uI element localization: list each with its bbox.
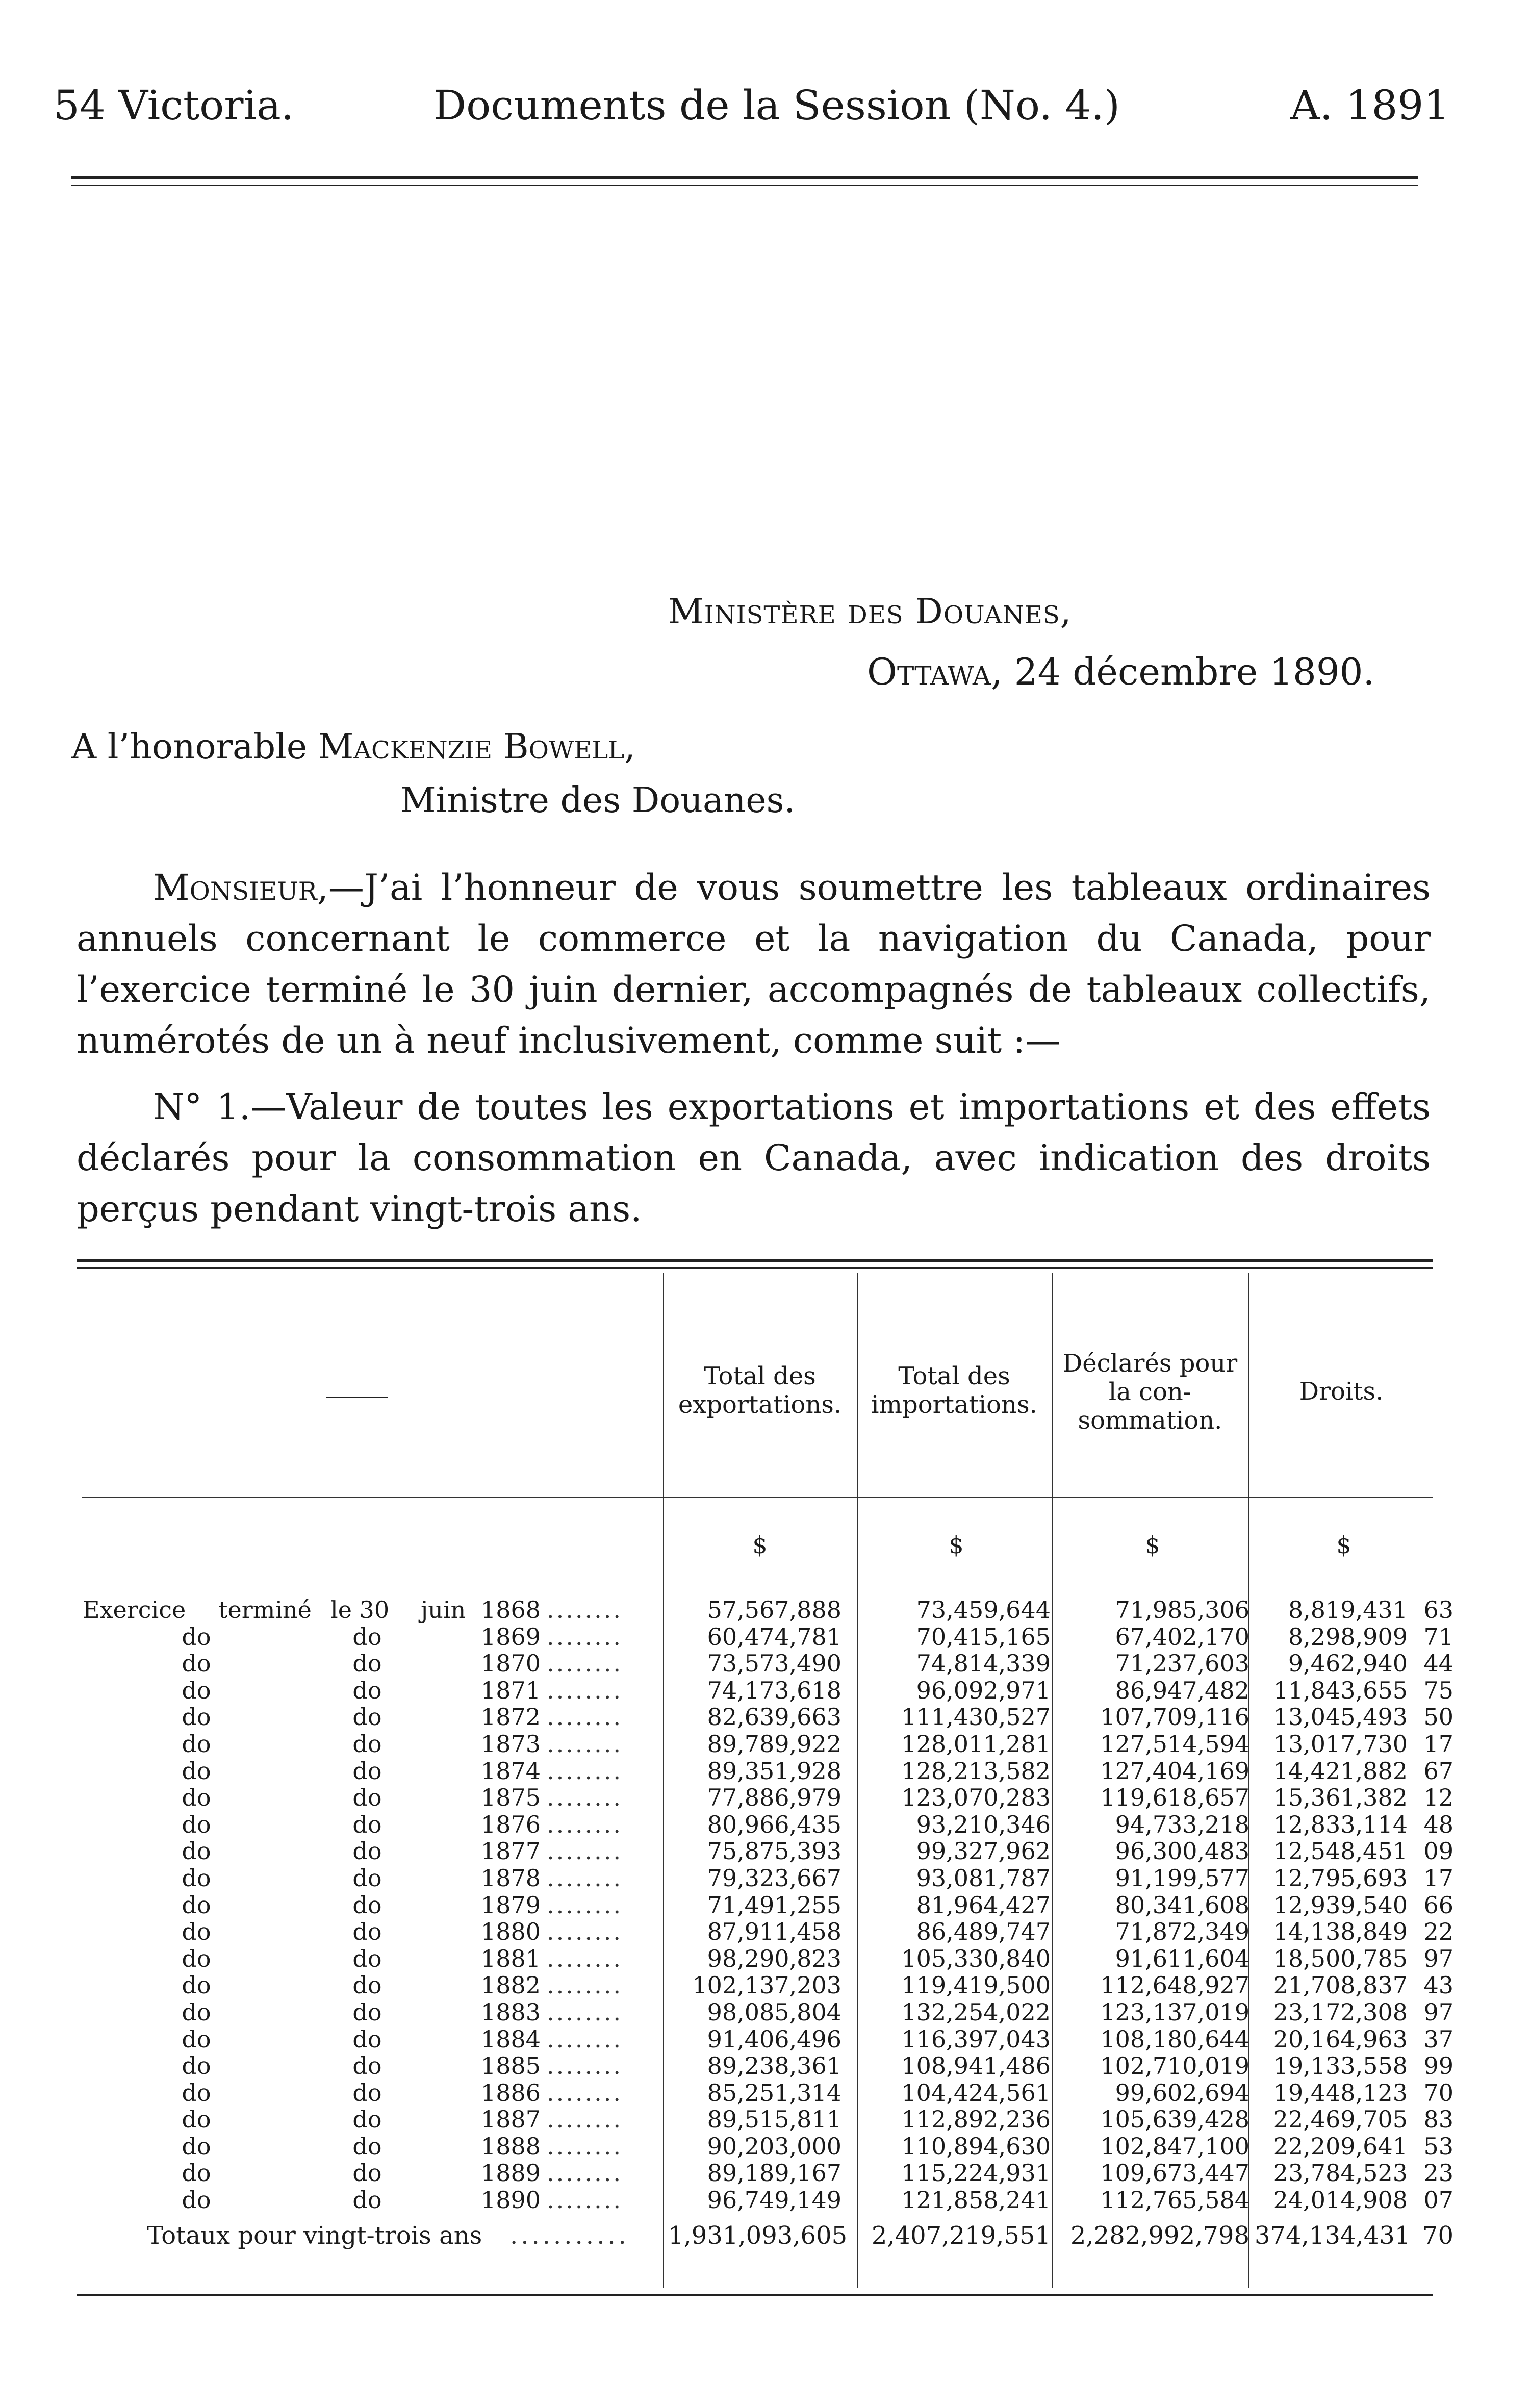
year-cell: 1881 — [480, 1944, 541, 1972]
imports-cell: 74,814,339 — [916, 1650, 1051, 1678]
ditto-mark: do — [352, 1971, 382, 1999]
declared-cell: 108,180,644 — [1100, 2025, 1250, 2053]
ditto-mark: do — [352, 1676, 382, 1704]
duties-cents-cell: 17 — [1423, 1730, 1454, 1758]
ditto-mark: do — [182, 1837, 211, 1865]
year-cell: 1885 — [480, 2052, 541, 2080]
imports-cell: 116,397,043 — [901, 2025, 1051, 2053]
duties-cell: 23,172,308 — [1273, 1998, 1408, 2026]
ditto-mark: do — [182, 1918, 211, 1946]
ditto-mark: do — [352, 2106, 382, 2134]
ditto-mark: do — [352, 1864, 382, 1892]
letter-paragraph-2: N° 1.—Valeur de toutes les exportations et importations et des effets déclarés pour la consommation en Canada, avec indication des droits perçus pendant vingt-trois ans. — [76, 1086, 1431, 1230]
table-row — [0, 1865, 1530, 1892]
year-cell: 1874 — [480, 1757, 541, 1785]
imports-cell: 93,081,787 — [916, 1864, 1051, 1892]
duties-cents-cell: 17 — [1423, 1864, 1454, 1892]
duties-cell: 13,045,493 — [1273, 1703, 1408, 1731]
ditto-mark: do — [352, 1918, 382, 1946]
table-row — [0, 2026, 1530, 2053]
addressee-prefix: A l’honorable — [71, 727, 318, 767]
year-cell: 1890 — [480, 2186, 541, 2214]
table-row — [0, 1784, 1530, 1811]
header-duties: Droits. — [1299, 1377, 1384, 1406]
leader-dots: ........ — [547, 1810, 623, 1838]
leader-dots: ........ — [547, 1757, 623, 1785]
imports-cell: 128,213,582 — [901, 1757, 1051, 1785]
duties-cents-cell: 44 — [1423, 1650, 1454, 1678]
leader-dots: ........ — [547, 1623, 623, 1651]
currency-imports: $ — [949, 1531, 964, 1559]
exports-cell: 89,789,922 — [707, 1730, 842, 1758]
ditto-mark: do — [352, 1891, 382, 1919]
leader-dots: ........ — [547, 1784, 623, 1812]
table-body — [0, 1596, 1530, 2214]
ditto-mark: do — [182, 1650, 211, 1678]
table-row — [0, 1677, 1530, 1704]
year-cell: 1883 — [480, 1998, 541, 2026]
leader-dots: ........ — [547, 1703, 623, 1731]
exports-cell: 71,491,255 — [707, 1891, 842, 1919]
imports-cell: 93,210,346 — [916, 1810, 1051, 1838]
table-row — [0, 1704, 1530, 1731]
table-row — [0, 1972, 1530, 1999]
duties-cents-cell: 97 — [1423, 1944, 1454, 1972]
addressee-name: Mackenzie Bowell, — [318, 727, 635, 767]
header-rule-thick — [71, 176, 1418, 179]
year-cell: 1870 — [480, 1650, 541, 1678]
declared-cell: 86,947,482 — [1115, 1676, 1250, 1704]
place: Ottawa, — [867, 650, 1003, 693]
declared-cell: 91,199,577 — [1115, 1864, 1250, 1892]
duties-cents-cell: 83 — [1423, 2106, 1454, 2134]
ditto-mark: do — [182, 1971, 211, 1999]
imports-cell: 128,011,281 — [901, 1730, 1051, 1758]
duties-cents-cell: 22 — [1423, 1918, 1454, 1946]
row-label-termine: terminé — [218, 1596, 312, 1624]
duties-cell: 9,462,940 — [1288, 1650, 1408, 1678]
currency-duties: $ — [1336, 1531, 1352, 1559]
ditto-mark: do — [352, 1703, 382, 1731]
table-row — [0, 2187, 1530, 2214]
header-session-year: 54 Victoria. — [54, 82, 294, 129]
year-cell: 1873 — [480, 1730, 541, 1758]
ministry-name: Ministère des Douanes, — [668, 592, 1072, 632]
ditto-mark: do — [182, 2106, 211, 2134]
exports-cell: 82,639,663 — [707, 1703, 842, 1731]
imports-cell: 73,459,644 — [916, 1596, 1051, 1624]
header-rule-thin — [71, 185, 1418, 186]
ditto-mark: do — [182, 1623, 211, 1651]
exports-cell: 91,406,496 — [707, 2025, 842, 2053]
exports-cell: 98,290,823 — [707, 1944, 842, 1972]
header-declared: Déclarés pour la con- sommation. — [1062, 1349, 1238, 1435]
exports-cell: 79,323,667 — [707, 1864, 842, 1892]
year-cell: 1877 — [480, 1837, 541, 1865]
imports-cell: 96,092,971 — [916, 1676, 1051, 1704]
duties-cell: 22,469,705 — [1273, 2106, 1408, 2134]
duties-cell: 18,500,785 — [1273, 1944, 1408, 1972]
ditto-mark: do — [182, 1944, 211, 1972]
leader-dots: ........ — [547, 1944, 623, 1972]
imports-cell: 121,858,241 — [901, 2186, 1051, 2214]
ditto-mark: do — [352, 1944, 382, 1972]
leader-dots: ........ — [547, 1676, 623, 1704]
exports-cell: 75,875,393 — [707, 1837, 842, 1865]
leader-dots: ........ — [547, 2132, 623, 2160]
declared-cell: 99,602,694 — [1115, 2079, 1250, 2107]
declared-cell: 71,237,603 — [1115, 1650, 1250, 1678]
declared-cell: 94,733,218 — [1115, 1810, 1250, 1838]
imports-cell: 70,415,165 — [916, 1623, 1051, 1651]
duties-cents-cell: 43 — [1423, 1971, 1454, 1999]
ditto-mark: do — [352, 2132, 382, 2160]
declared-cell: 112,648,927 — [1100, 1971, 1250, 1999]
table-row — [0, 1650, 1530, 1677]
duties-cell: 11,843,655 — [1273, 1676, 1408, 1704]
declared-cell: 80,341,608 — [1115, 1891, 1250, 1919]
ditto-mark: do — [182, 1998, 211, 2026]
imports-cell: 112,892,236 — [901, 2106, 1051, 2134]
place-date — [867, 650, 1374, 693]
duties-cell: 20,164,963 — [1273, 2025, 1408, 2053]
totals-leader-dots: ........... — [510, 2221, 629, 2250]
total-imports: 2,407,219,551 — [871, 2221, 1051, 2250]
duties-cell: 12,939,540 — [1273, 1891, 1408, 1919]
declared-cell: 67,402,170 — [1115, 1623, 1250, 1651]
addressee — [71, 727, 635, 767]
ditto-mark: do — [352, 2025, 382, 2053]
table-row — [0, 2080, 1530, 2107]
imports-cell: 119,419,500 — [901, 1971, 1051, 1999]
ditto-mark: do — [182, 2132, 211, 2160]
imports-cell: 110,894,630 — [901, 2132, 1051, 2160]
header-underline — [663, 1497, 1433, 1498]
imports-cell: 108,941,486 — [901, 2052, 1051, 2080]
duties-cell: 14,421,882 — [1273, 1757, 1408, 1785]
duties-cell: 23,784,523 — [1273, 2159, 1408, 2187]
leader-dots: ........ — [547, 2052, 623, 2080]
duties-cell: 19,133,558 — [1273, 2052, 1408, 2080]
ditto-mark: do — [352, 2079, 382, 2107]
duties-cell: 24,014,908 — [1273, 2186, 1408, 2214]
total-exports: 1,931,093,605 — [668, 2221, 848, 2250]
row-label-exercice: Exercice — [83, 1596, 186, 1624]
currency-exports: $ — [752, 1531, 768, 1559]
duties-cell: 22,209,641 — [1273, 2132, 1408, 2160]
duties-cents-cell: 23 — [1423, 2159, 1454, 2187]
duties-cell: 19,448,123 — [1273, 2079, 1408, 2107]
duties-cents-cell: 07 — [1423, 2186, 1454, 2214]
ditto-mark: do — [182, 1864, 211, 1892]
imports-cell: 105,330,840 — [901, 1944, 1051, 1972]
duties-cents-cell: 09 — [1423, 1837, 1454, 1865]
imports-cell: 99,327,962 — [916, 1837, 1051, 1865]
ditto-mark: do — [182, 1784, 211, 1812]
year-cell: 1871 — [480, 1676, 541, 1704]
duties-cell: 14,138,849 — [1273, 1918, 1408, 1946]
declared-cell: 123,137,019 — [1100, 1998, 1250, 2026]
table-bottom-rule — [76, 2294, 1433, 2296]
ditto-mark: do — [182, 1676, 211, 1704]
header-exports: Total des exportations. — [678, 1362, 842, 1419]
duties-cents-cell: 66 — [1423, 1891, 1454, 1919]
imports-cell: 123,070,283 — [901, 1784, 1051, 1812]
year-cell: 1889 — [480, 2159, 541, 2187]
duties-cents-cell: 99 — [1423, 2052, 1454, 2080]
duties-cell: 21,708,837 — [1273, 1971, 1408, 1999]
duties-cell: 12,833,114 — [1273, 1810, 1408, 1838]
table-row — [0, 1731, 1530, 1758]
duties-cell: 12,795,693 — [1273, 1864, 1408, 1892]
imports-cell: 132,254,022 — [901, 1998, 1051, 2026]
row-label-juin: juin — [421, 1596, 466, 1624]
ditto-mark: do — [182, 1703, 211, 1731]
exports-cell: 77,886,979 — [707, 1784, 842, 1812]
declared-cell: 96,300,483 — [1115, 1837, 1250, 1865]
year-cell: 1876 — [480, 1810, 541, 1838]
ditto-mark: do — [182, 2052, 211, 2080]
imports-cell: 86,489,747 — [916, 1918, 1051, 1946]
duties-cell: 8,819,431 — [1288, 1596, 1408, 1624]
imports-cell: 115,224,931 — [901, 2159, 1051, 2187]
stub-header-dash — [326, 1397, 388, 1398]
exports-cell: 87,911,458 — [707, 1918, 842, 1946]
leader-dots: ........ — [547, 1730, 623, 1758]
duties-cell: 13,017,730 — [1273, 1730, 1408, 1758]
exports-cell: 80,966,435 — [707, 1810, 842, 1838]
imports-cell: 81,964,427 — [916, 1891, 1051, 1919]
leader-dots: ........ — [547, 1891, 623, 1919]
declared-cell: 71,985,306 — [1115, 1596, 1250, 1624]
exports-cell: 85,251,314 — [707, 2079, 842, 2107]
exports-cell: 90,203,000 — [707, 2132, 842, 2160]
exports-cell: 102,137,203 — [692, 1971, 842, 1999]
exports-cell: 89,351,928 — [707, 1757, 842, 1785]
declared-cell: 109,673,447 — [1100, 2159, 1250, 2187]
header-imports: Total des importations. — [871, 1362, 1037, 1419]
declared-cell: 102,847,100 — [1100, 2132, 1250, 2160]
table-row — [0, 2133, 1530, 2160]
letter-paragraph-1 — [76, 862, 1431, 1066]
table-row — [0, 1918, 1530, 1945]
ditto-mark: do — [182, 1891, 211, 1919]
duties-cell: 15,361,382 — [1273, 1784, 1408, 1812]
exports-cell: 57,567,888 — [707, 1596, 842, 1624]
duties-cents-cell: 50 — [1423, 1703, 1454, 1731]
header-year: A. 1891 — [1290, 82, 1450, 129]
leader-dots: ........ — [547, 1596, 623, 1624]
leader-dots: ........ — [547, 1918, 623, 1946]
table-row — [0, 1624, 1530, 1651]
currency-declared: $ — [1145, 1531, 1160, 1559]
declared-cell: 119,618,657 — [1100, 1784, 1250, 1812]
table-row — [0, 1596, 1530, 1624]
leader-dots: ........ — [547, 1864, 623, 1892]
year-cell: 1884 — [480, 2025, 541, 2053]
table-row — [0, 2052, 1530, 2080]
duties-cents-cell: 70 — [1423, 2079, 1454, 2107]
ditto-mark: do — [352, 1810, 382, 1838]
year-cell: 1875 — [480, 1784, 541, 1812]
table-top-rule-thick — [76, 1259, 1433, 1262]
exports-cell: 89,515,811 — [707, 2106, 842, 2134]
year-cell: 1887 — [480, 2106, 541, 2134]
duties-cents-cell: 53 — [1423, 2132, 1454, 2160]
table-row — [0, 2106, 1530, 2133]
header-underline — [82, 1497, 663, 1498]
ditto-mark: do — [352, 1757, 382, 1785]
table-row — [0, 1999, 1530, 2026]
ditto-mark: do — [182, 2186, 211, 2214]
duties-cents-cell: 97 — [1423, 1998, 1454, 2026]
imports-cell: 104,424,561 — [901, 2079, 1051, 2107]
leader-dots: ........ — [547, 2186, 623, 2214]
year-cell: 1882 — [480, 1971, 541, 1999]
exports-cell: 73,573,490 — [707, 1650, 842, 1678]
duties-cents-cell: 75 — [1423, 1676, 1454, 1704]
year-cell: 1886 — [480, 2079, 541, 2107]
leader-dots: ........ — [547, 2159, 623, 2187]
duties-cents-cell: 48 — [1423, 1810, 1454, 1838]
duties-cell: 8,298,909 — [1288, 1623, 1408, 1651]
ditto-mark: do — [352, 2052, 382, 2080]
year-cell: 1878 — [480, 1864, 541, 1892]
row-label-le-30: le 30 — [330, 1596, 390, 1624]
header-document-title: Documents de la Session (No. 4.) — [434, 82, 1120, 129]
declared-cell: 112,765,584 — [1100, 2186, 1250, 2214]
duties-cents-cell: 63 — [1423, 1596, 1454, 1624]
year-cell: 1872 — [480, 1703, 541, 1731]
total-duties-cents: 70 — [1422, 2221, 1454, 2250]
addressee-title: Ministre des Douanes. — [400, 780, 796, 821]
leader-dots: ........ — [547, 2025, 623, 2053]
declared-cell: 71,872,349 — [1115, 1918, 1250, 1946]
declared-cell: 127,514,594 — [1100, 1730, 1250, 1758]
declared-cell: 102,710,019 — [1100, 2052, 1250, 2080]
exports-cell: 74,173,618 — [707, 1676, 842, 1704]
ditto-mark: do — [352, 1623, 382, 1651]
total-declared: 2,282,992,798 — [1070, 2221, 1250, 2250]
totals-label: Totaux pour vingt-trois ans — [147, 2221, 482, 2250]
year-cell: 1879 — [480, 1891, 541, 1919]
leader-dots: ........ — [547, 1837, 623, 1865]
table-row — [0, 2160, 1530, 2187]
declared-cell: 105,639,428 — [1100, 2106, 1250, 2134]
ditto-mark: do — [182, 2079, 211, 2107]
table-row — [0, 1892, 1530, 1919]
ditto-mark: do — [182, 2159, 211, 2187]
year-cell: 1869 — [480, 1623, 541, 1651]
ditto-mark: do — [352, 1998, 382, 2026]
table-row — [0, 1758, 1530, 1785]
year-cell: 1880 — [480, 1918, 541, 1946]
leader-dots: ........ — [547, 2106, 623, 2134]
duties-cents-cell: 67 — [1423, 1757, 1454, 1785]
leader-dots: ........ — [547, 1650, 623, 1678]
ditto-mark: do — [352, 2186, 382, 2214]
exports-cell: 89,189,167 — [707, 2159, 842, 2187]
ditto-mark: do — [352, 1650, 382, 1678]
duties-cents-cell: 71 — [1423, 1623, 1454, 1651]
ditto-mark: do — [352, 1784, 382, 1812]
ditto-mark: do — [352, 2159, 382, 2187]
imports-cell: 111,430,527 — [901, 1703, 1051, 1731]
paragraph-1-text: —J’ai l’honneur de vous soumettre les tableaux ordinaires annuels concernant le commerce et la navigation du Canada, pour l’exercice terminé le 30 juin dernier, accompagnés de tableaux collectifs, numérotés de un à neuf inclusivement, comme suit :— — [76, 867, 1431, 1061]
leader-dots: ........ — [547, 2079, 623, 2107]
table-row — [0, 1811, 1530, 1838]
declared-cell: 91,611,604 — [1115, 1944, 1250, 1972]
year-cell: 1888 — [480, 2132, 541, 2160]
leader-dots: ........ — [547, 1998, 623, 2026]
duties-cents-cell: 12 — [1423, 1784, 1454, 1812]
table-top-rule-thin — [76, 1267, 1433, 1269]
ditto-mark: do — [182, 1730, 211, 1758]
leader-dots: ........ — [547, 1971, 623, 1999]
exports-cell: 60,474,781 — [707, 1623, 842, 1651]
table-row — [0, 1945, 1530, 1972]
exports-cell: 89,238,361 — [707, 2052, 842, 2080]
ditto-mark: do — [352, 1837, 382, 1865]
declared-cell: 127,404,169 — [1100, 1757, 1250, 1785]
declared-cell: 107,709,116 — [1100, 1703, 1250, 1731]
ditto-mark: do — [182, 1810, 211, 1838]
exports-cell: 98,085,804 — [707, 1998, 842, 2026]
salutation: Monsieur, — [153, 867, 328, 908]
ditto-mark: do — [182, 2025, 211, 2053]
table-row — [0, 1838, 1530, 1865]
duties-cell: 12,548,451 — [1273, 1837, 1408, 1865]
exports-cell: 96,749,149 — [707, 2186, 842, 2214]
letter-date: 24 décembre 1890. — [1014, 650, 1375, 693]
ditto-mark: do — [352, 1730, 382, 1758]
year-cell: 1868 — [480, 1596, 541, 1624]
duties-cents-cell: 37 — [1423, 2025, 1454, 2053]
ditto-mark: do — [182, 1757, 211, 1785]
total-duties: 374,134,431 — [1255, 2221, 1411, 2250]
